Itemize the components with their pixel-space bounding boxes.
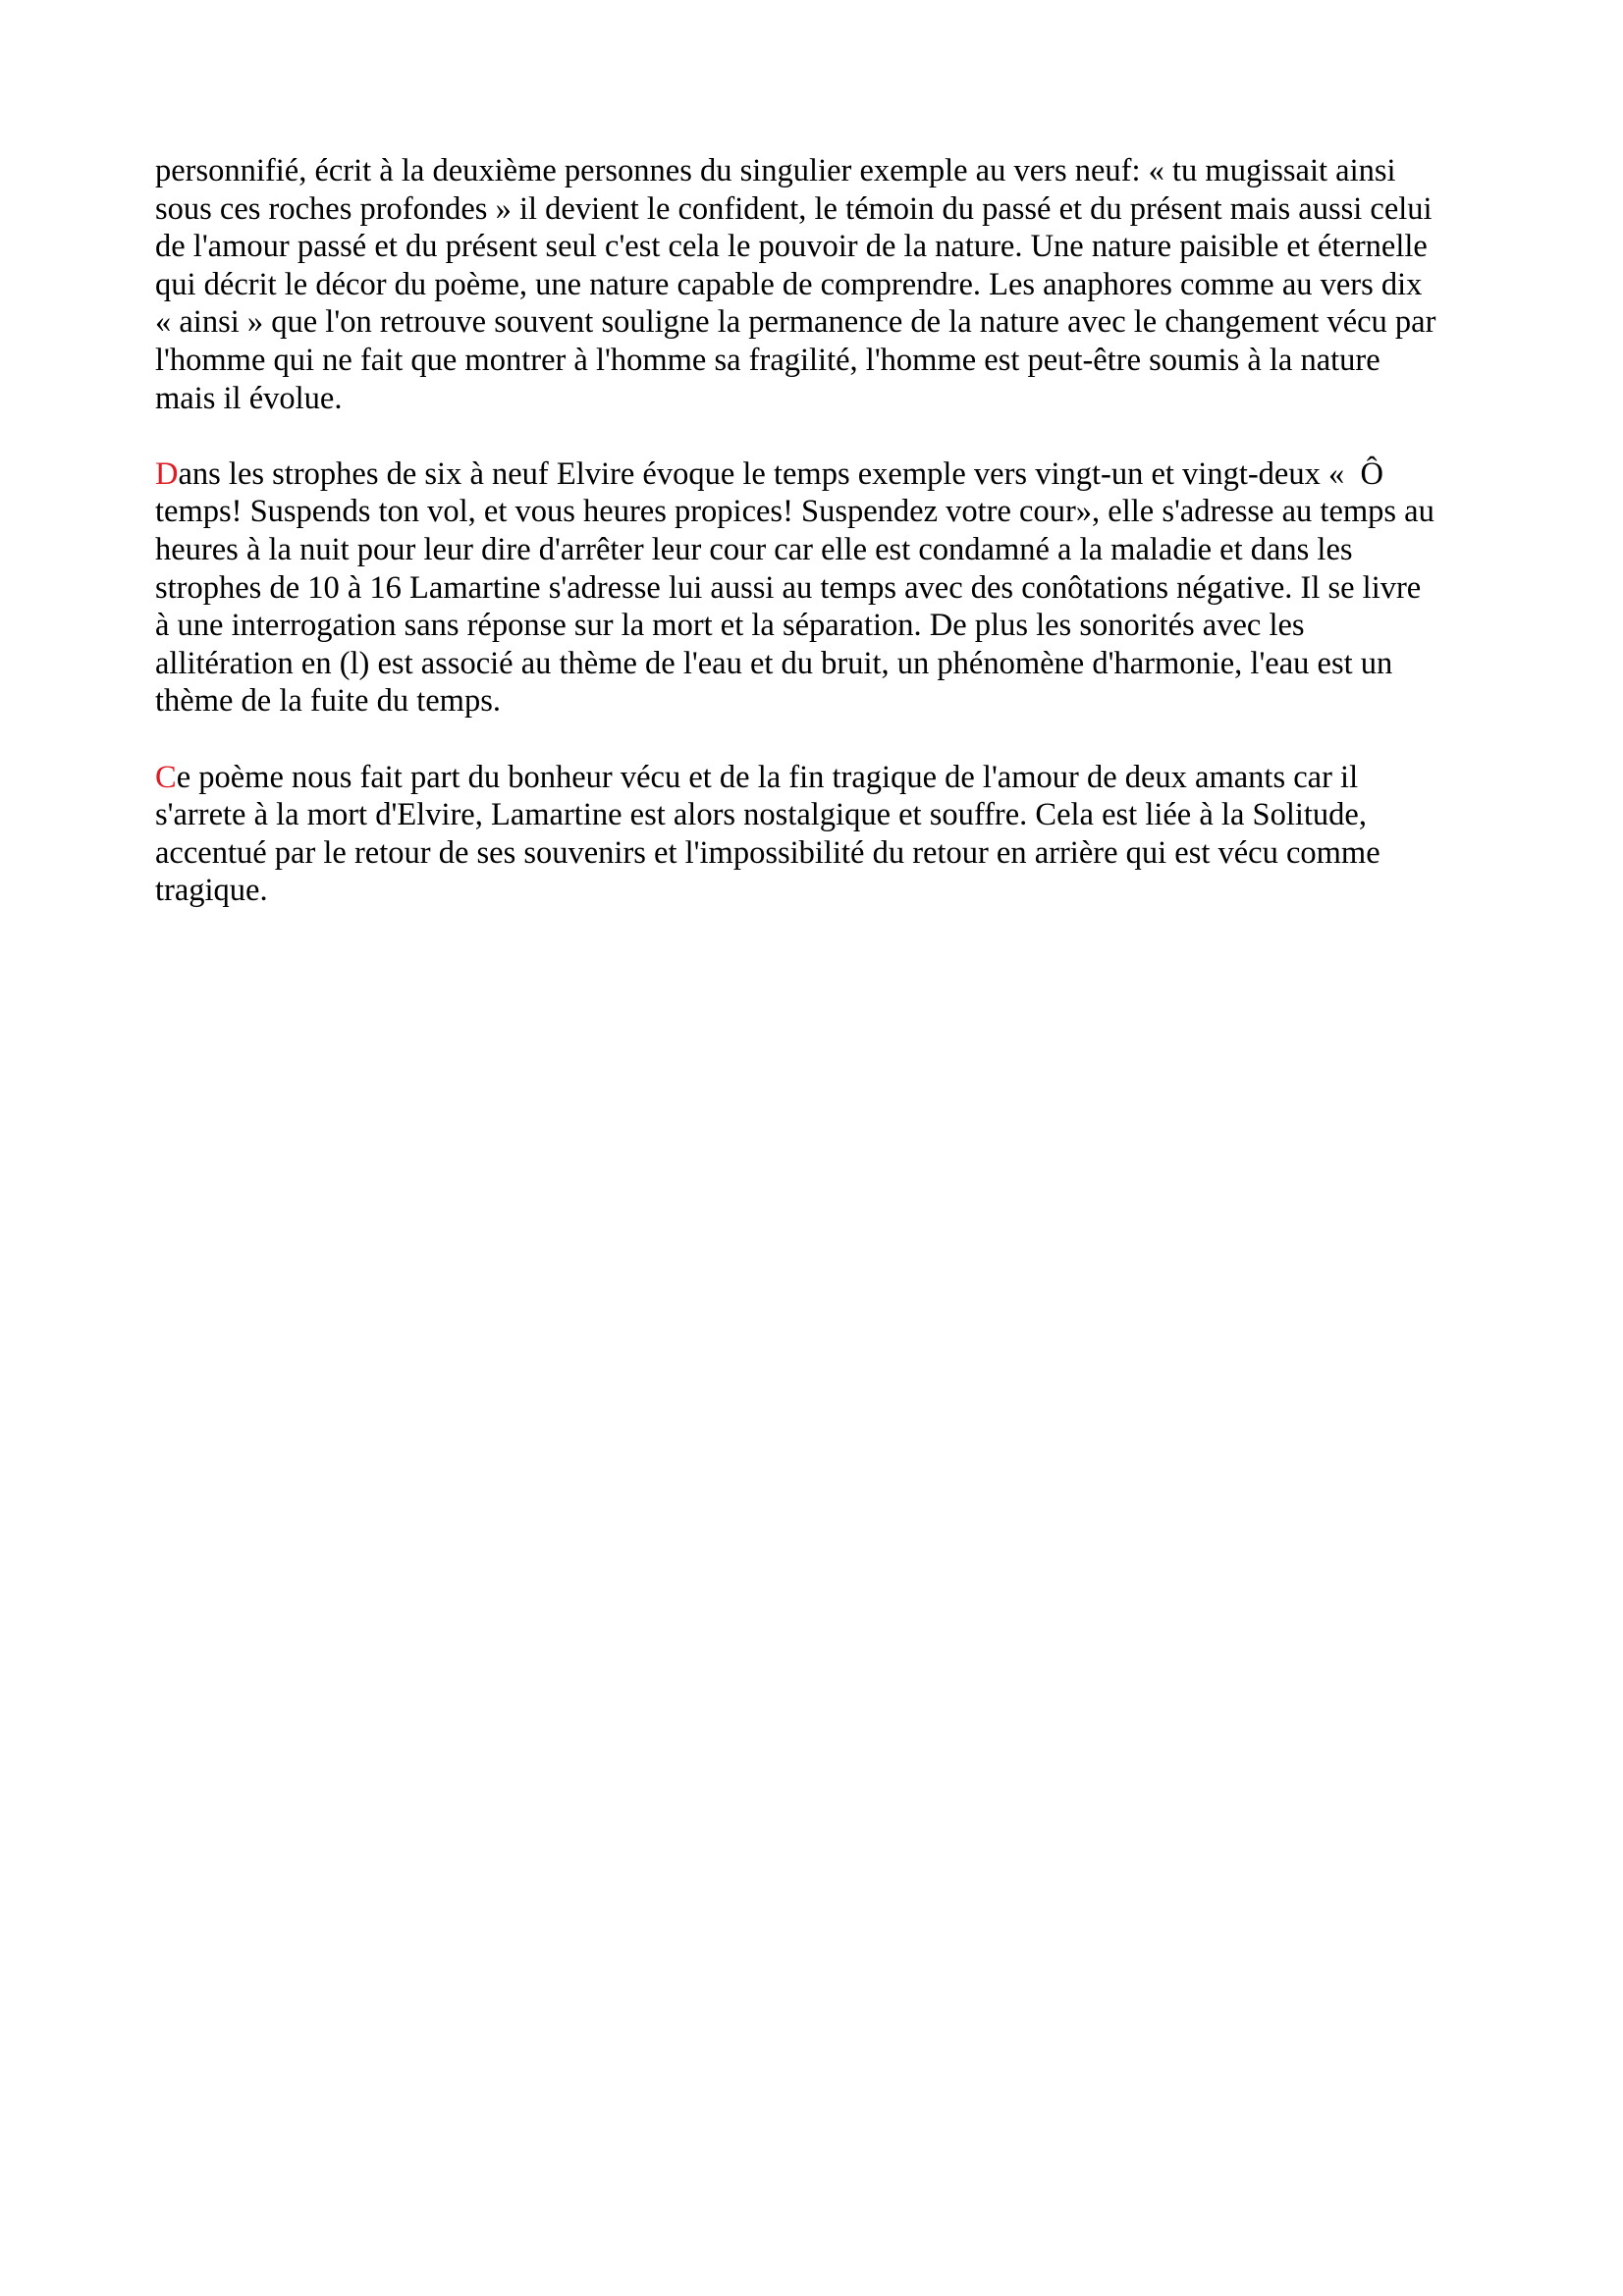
text-line: l'homme qui ne fait que montrer à l'homme sa fragilité, l'homme est peut-être soumis à la nature: [155, 342, 1380, 378]
text-line-first: [155, 455, 1486, 494]
text-line: mais il évolue.: [155, 380, 343, 416]
text-line: s'arrete à la mort d'Elvire, Lamartine est alors nostalgique et souffre. Cela est liée à la Solitude,: [155, 797, 1367, 833]
text-line-rest: e poème nous fait part du bonheur vécu et de la fin tragique de l'amour de deux amants car il: [176, 759, 1359, 795]
text-line: qui décrit le décor du poème, une nature capable de comprendre. Les anaphores comme au vers dix: [155, 266, 1423, 302]
paragraph-conclusion: [155, 759, 1486, 910]
text-line-first: [155, 759, 1486, 797]
text-line: tragique.: [155, 873, 268, 909]
text-line: personnifié, écrit à la deuxième personnes du singulier exemple au vers neuf: « tu mugissait ainsi: [155, 153, 1396, 188]
text-line: strophes de 10 à 16 Lamartine s'adresse lui aussi au temps avec des conôtations négative. Il se livre: [155, 569, 1422, 606]
paragraph-initial: D: [155, 455, 179, 492]
text-line-rest: ans les strophes de six à neuf Elvire évoque le temps exemple vers vingt-un et vingt-deux « Ô: [178, 455, 1383, 492]
paragraph-initial: C: [155, 759, 177, 795]
text-line: « ainsi » que l'on retrouve souvent souligne la permanence de la nature avec le changement vécu par: [155, 304, 1436, 341]
text-line: thème de la fuite du temps.: [155, 683, 501, 720]
paragraph-temps: [155, 455, 1486, 721]
text-line: temps! Suspends ton vol, et vous heures propices! Suspendez votre cour», elle s'adresse au temps au: [155, 494, 1434, 530]
text-line: allitération en (l) est associé au thème de l'eau et du bruit, un phénomène d'harmonie, l'eau est un: [155, 645, 1393, 681]
text-line: à une interrogation sans réponse sur la mort et la séparation. De plus les sonorités avec les: [155, 608, 1305, 644]
document-page: [155, 152, 1486, 947]
text-line: heures à la nuit pour leur dire d'arrêter leur cour car elle est condamné a la maladie et dans les: [155, 531, 1353, 567]
paragraph-nature: [155, 152, 1486, 417]
text-line: sous ces roches profondes » il devient le confident, le témoin du passé et du présent mais aussi celui: [155, 190, 1433, 227]
text-line: de l'amour passé et du présent seul c'est cela le pouvoir de la nature. Une nature paisible et éternelle: [155, 229, 1428, 265]
text-line: accentué par le retour de ses souvenirs et l'impossibilité du retour en arrière qui est vécu comme: [155, 834, 1380, 871]
